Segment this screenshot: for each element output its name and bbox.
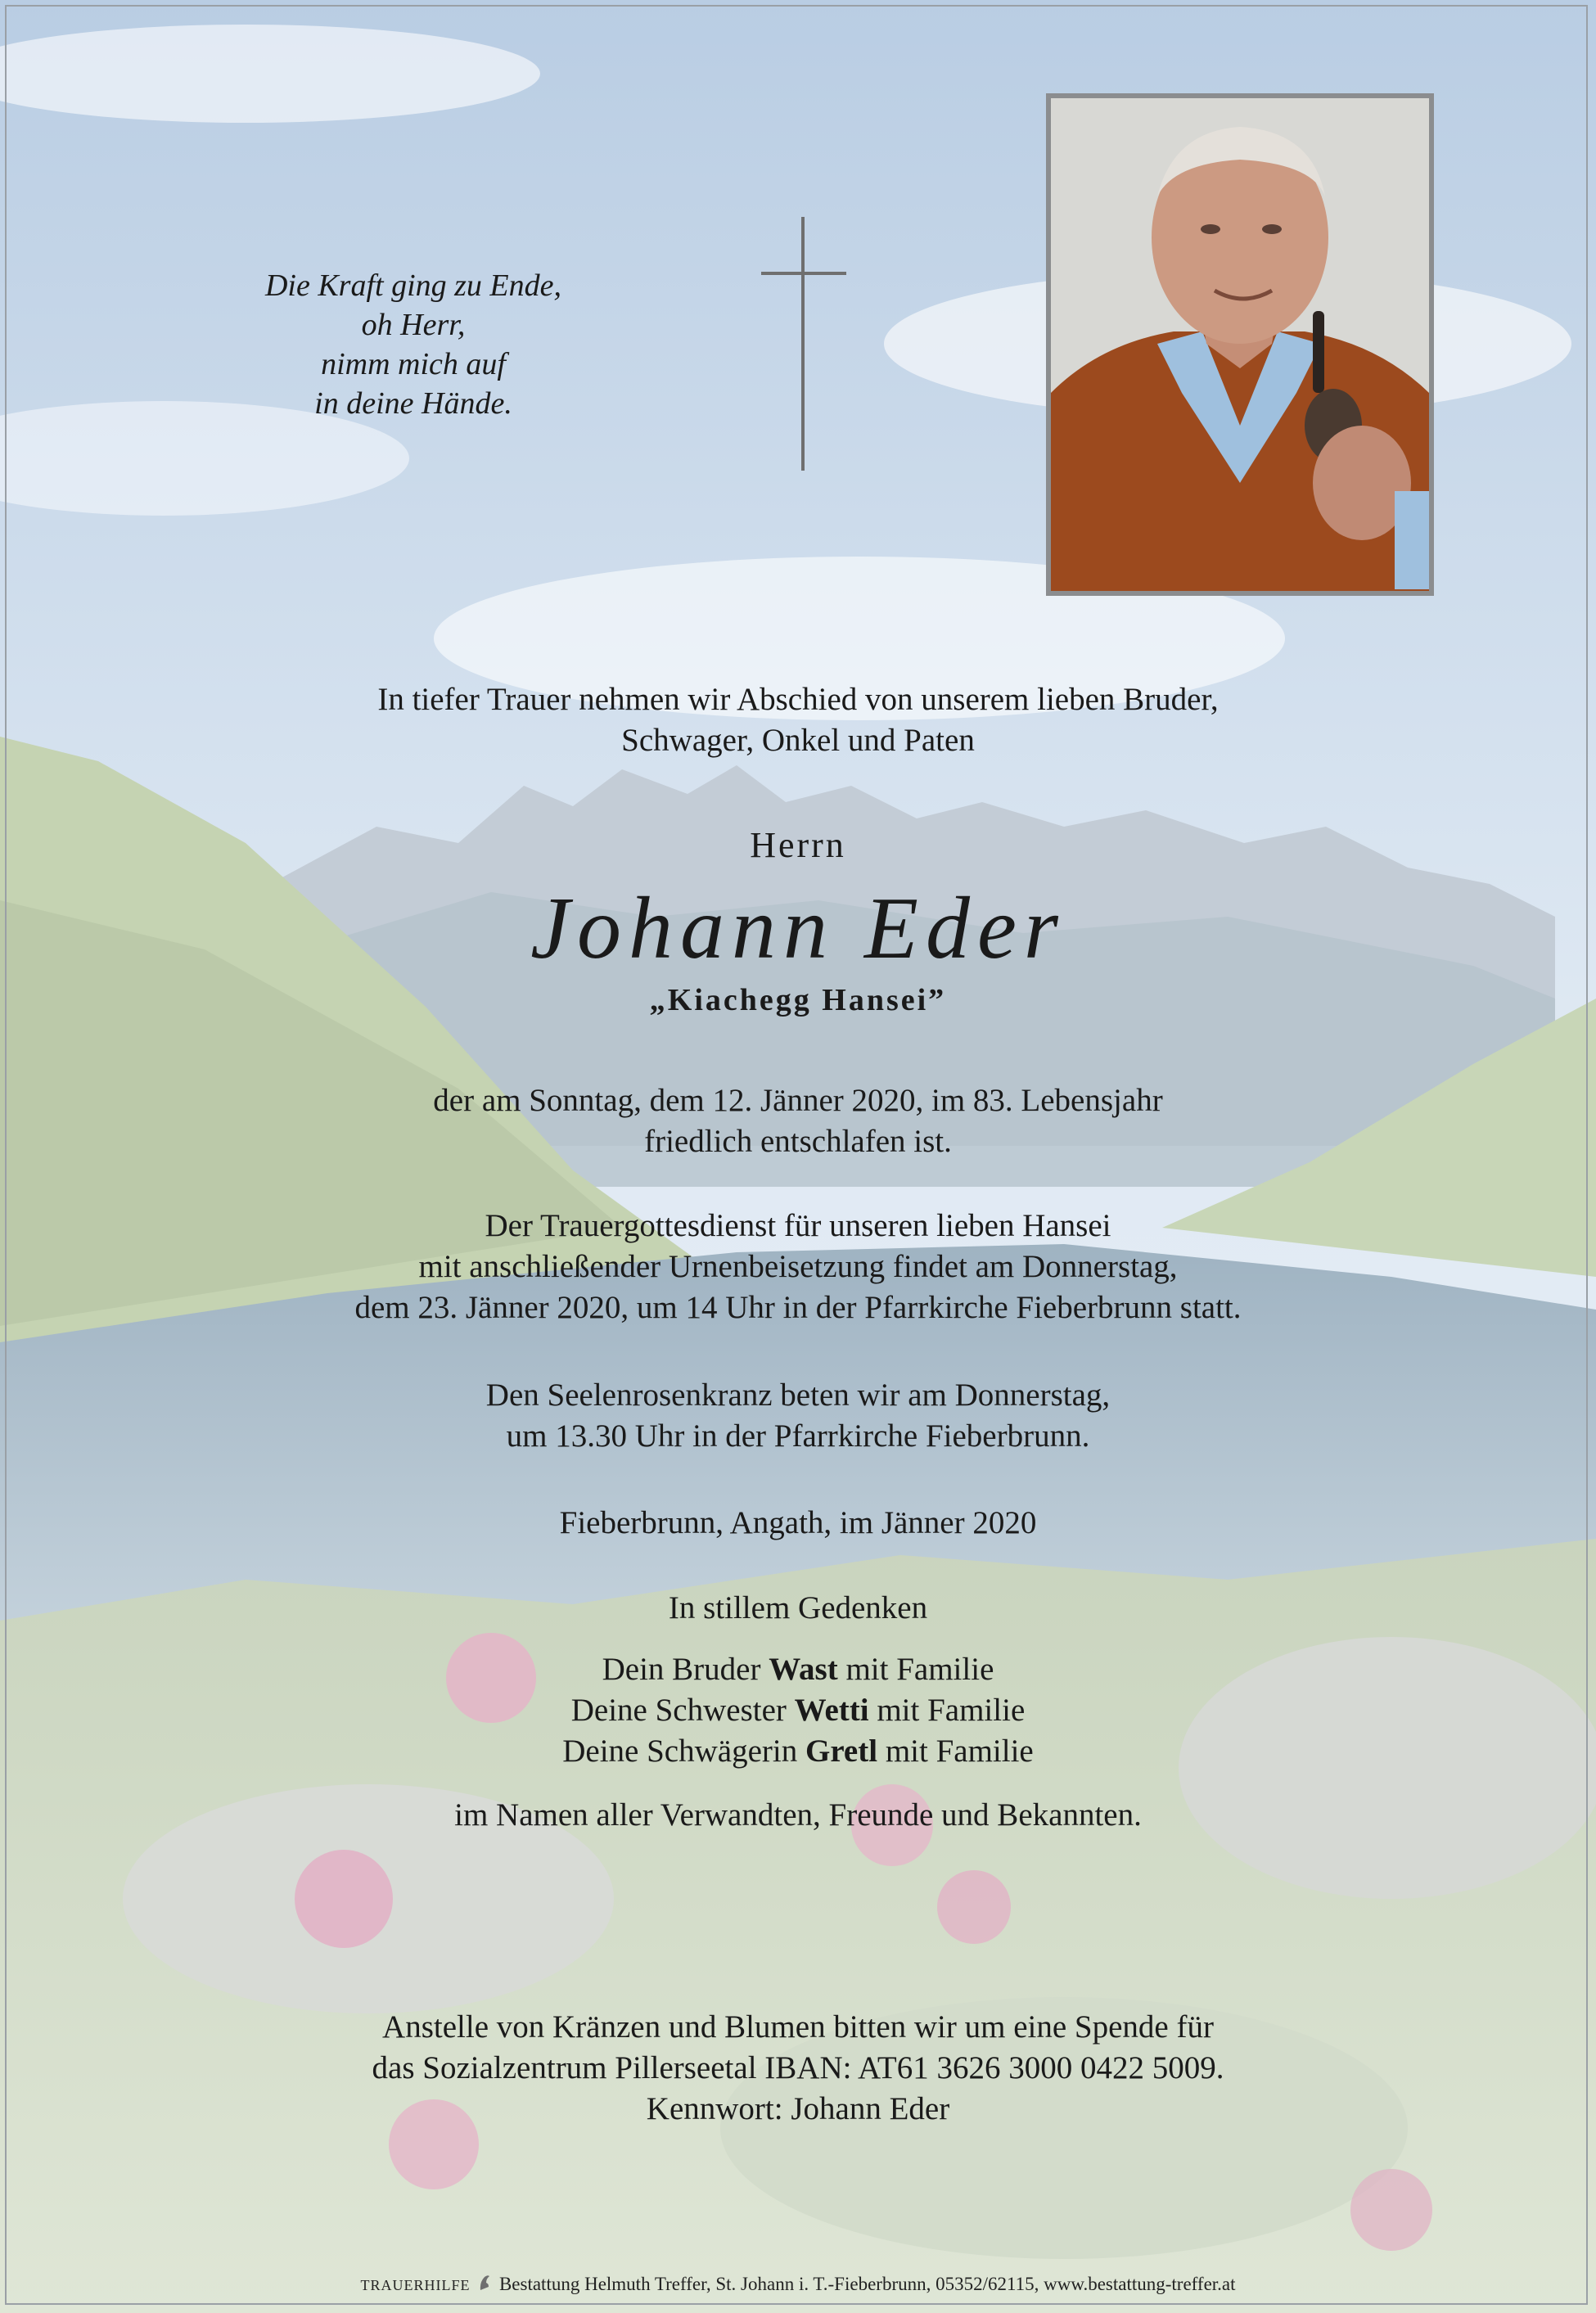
donation-line: das Sozialzentrum Pillerseetal IBAN: AT61 3626 3000 0422 5009.: [372, 2050, 1224, 2085]
mourners-list: [0, 1649, 1596, 1772]
dove-logo-icon: [478, 2274, 491, 2293]
rosary-info: [0, 1375, 1596, 1457]
footer-brand: TRAUERHILFE: [360, 2277, 471, 2293]
memory-heading: [0, 1588, 1596, 1629]
funeral-line: mit anschließender Urnenbeisetzung findet am Donnerstag,: [418, 1249, 1178, 1284]
motto-line: Die Kraft ging zu Ende,: [264, 268, 562, 303]
intro-line: Schwager, Onkel und Paten: [621, 723, 975, 758]
memory-text: In stillem Gedenken: [668, 1590, 928, 1625]
salutation-text: Herrn: [750, 825, 846, 865]
death-notice-line: der am Sonntag, dem 12. Jänner 2020, im 83. Lebensjahr: [433, 1083, 1163, 1118]
death-notice-line: friedlich entschlafen ist.: [644, 1124, 952, 1159]
closing-text: im Namen aller Verwandten, Freunde und Bekannten.: [454, 1797, 1142, 1833]
funeral-line: Der Trauergottesdienst für unseren lieben Hansei: [485, 1208, 1111, 1243]
death-notice: [0, 1080, 1596, 1162]
nickname-text: „Kiachegg Hansei”: [649, 983, 947, 1017]
place-date-text: Fieberbrunn, Angath, im Jänner 2020: [559, 1505, 1037, 1540]
cross-icon: [761, 217, 846, 471]
funeral-line: dem 23. Jänner 2020, um 14 Uhr in der Pfarrkirche Fieberbrunn statt.: [354, 1290, 1242, 1325]
place-date: [0, 1503, 1596, 1544]
intro-text: [0, 679, 1596, 761]
motto-line: in deine Hände.: [314, 386, 512, 421]
portrait-image: [1051, 98, 1429, 591]
funeral-info: [0, 1206, 1596, 1328]
donation-line: Anstelle von Kränzen und Blumen bitten wir um eine Spende für: [382, 2009, 1214, 2045]
donation-request: [0, 2007, 1596, 2130]
motto-line: nimm mich auf: [321, 347, 506, 381]
motto-verse: [180, 266, 647, 423]
portrait-photo: [1046, 93, 1434, 596]
donation-line: Kennwort: Johann Eder: [646, 2091, 950, 2126]
motto-line: oh Herr,: [361, 308, 466, 342]
funeral-home-footer: [0, 2274, 1596, 2295]
rosary-line: Den Seelenrosenkranz beten wir am Donnerstag,: [485, 1377, 1111, 1413]
footer-text: Bestattung Helmuth Treffer, St. Johann i. T.-Fieberbrunn, 05352/62115, www.bestattung-treffer.at: [498, 2274, 1236, 2294]
mourner-entry: Deine Schwester Wetti mit Familie: [570, 1693, 1026, 1728]
deceased-name-text: Johann Eder: [530, 880, 1066, 977]
salutation: [0, 825, 1596, 866]
intro-line: In tiefer Trauer nehmen wir Abschied von unserem lieben Bruder,: [377, 682, 1219, 717]
rosary-line: um 13.30 Uhr in der Pfarrkirche Fieberbrunn.: [506, 1418, 1090, 1454]
closing-line: [0, 1795, 1596, 1836]
mourner-entry: Deine Schwägerin Gretl mit Familie: [562, 1734, 1034, 1769]
deceased-name: [0, 880, 1596, 978]
nickname: [0, 980, 1596, 1021]
mourner-entry: Dein Bruder Wast mit Familie: [602, 1652, 994, 1687]
